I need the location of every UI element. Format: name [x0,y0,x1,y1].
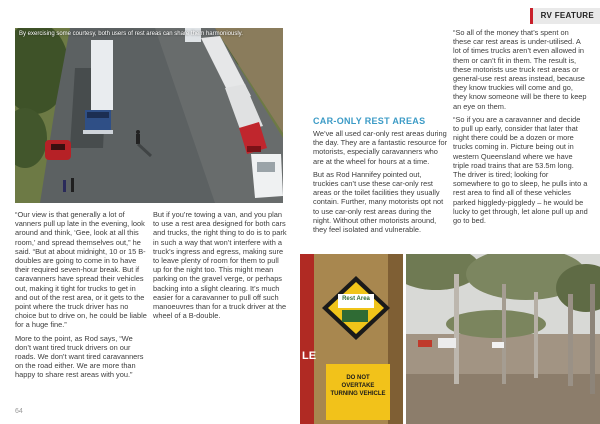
article-column-3 [313,116,448,238]
photo-bush-illustration [406,254,600,424]
photo-truck-sign [300,254,403,424]
paragraph: But as Rod Hannifey pointed out, truckies can’t use these car-only rest areas or the toilet facilities they usually contain. Further, many motorists opt not to use car-only rest areas during the night. Without other motorists around, they feel isolated and vulnerable. [313,169,444,235]
paragraph: But if you’re towing a van, and you plan to use a rest area designed for both cars and trucks, the right thing to do is to park in such a way that won’t interfere with a truck’s ingress and egress, making sure to leave plenty of room for them to pull up for the night too. This might mean parking on the gravel verge, or perhaps backing into a slight clearing. It’s much easier for a caravanner to pull off such manoeuvres than for a truck driver at the wheel of a B-double. [153,210,287,321]
paragraph: “So if you are a caravanner and decide to pull up early, consider that later that night there could be a dozen or more trucks coming in. Picture being out in western Queensland where we have triple road trains that are 53.5m long. The driver is tired; looking for somewhere to go to sleep, he pulls into a rest area to find all of these vehicles parked higgledy-piggledy – he would be lucky to get through, let alone pull up and go to bed. [453,114,588,226]
article-column-1 [15,210,148,384]
subheading: CAR-ONLY REST AREAS [313,116,426,126]
page-number: 64 [15,408,23,415]
photo-caption: By exercising some courtesy, both users of rest areas can share them harmoniously. [19,31,243,37]
photo-trucks-rest-area [15,28,283,203]
paragraph: “So all of the money that’s spent on these car rest areas is under-utilised. A lot of times trucks aren’t even allowed in them or can’t fit in them. The result is, these motorists use truck rest areas or general-use rest areas instead, because they know truckies will come and go, they know someone will be there to keep an eye on them. [453,28,587,111]
paragraph: We’ve all used car-only rest areas during the day. They are a fantastic resource for motorists, especially caravanners who are at the wheel for hours at a time. [313,129,448,166]
photo-sign-illustration [300,254,403,424]
section-tag: RV FEATURE [530,8,600,24]
article-column-4 [453,28,588,229]
paragraph: More to the point, as Rod says, “We don’t want tired truck drivers on our roads. We don’t want tired caravanners on the road either. We are more than happy to share rest areas with you.” [15,333,144,380]
photo-trucks-illustration [15,28,283,203]
truck-side-lettering: LE [302,350,317,362]
rest-area-sign-text: Rest Area [342,296,370,302]
article-column-2 [153,210,287,324]
paragraph: “Our view is that generally a lot of vanners pull up late in the evening, look around and think, ‘Gee, look at all this room,’ and spread themselves out,” he said. “But at about midnight, 10 or 15 B-doubles are going to come in to have their required seven-hour break. But if caravanners have spread their vehicles out, making it tight for trucks to get in and out of the rest area, or it gets to the point where the truck driver has no choice but to drive on, he could be liable for a huge fine.” [15,210,147,330]
photo-bush-rest-area [406,254,600,424]
warning-plate-text: DO NOT OVERTAKE TURNING VEHICLE [330,375,386,397]
